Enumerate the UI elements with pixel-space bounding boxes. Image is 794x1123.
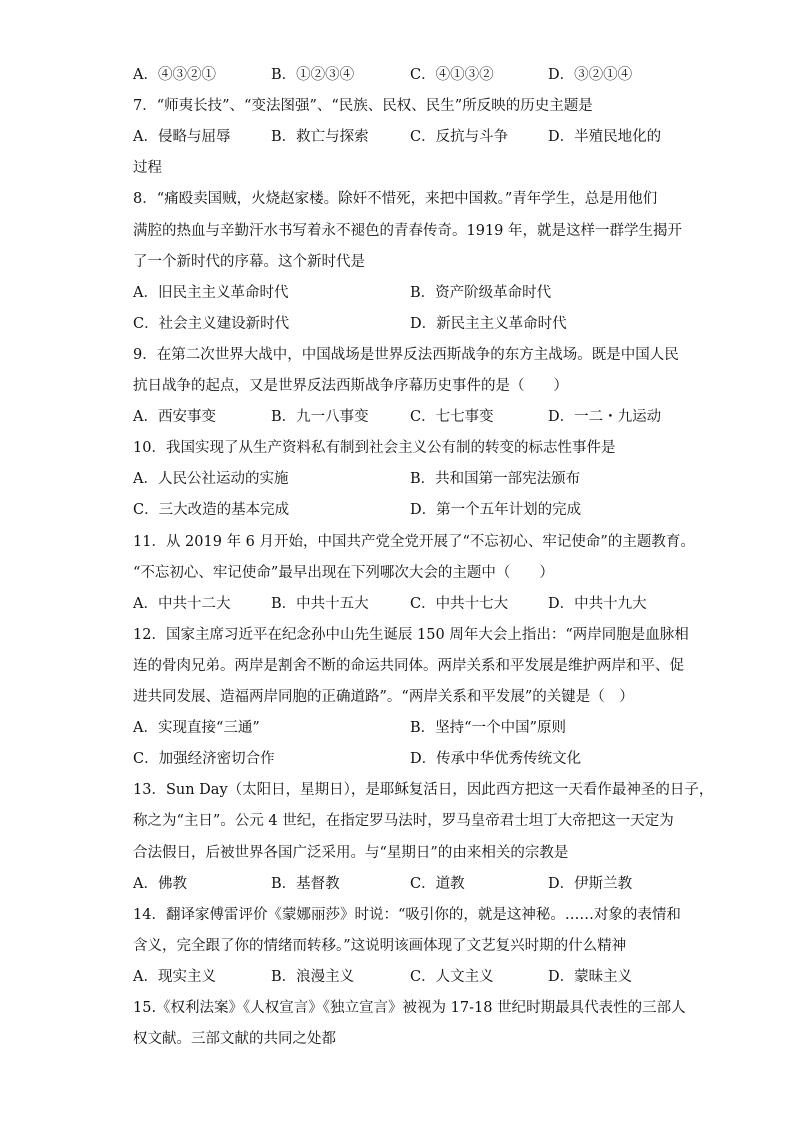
answer-option-a: A．人民公社运动的实施 (133, 471, 289, 488)
answer-option-a: A．中共十二大 (133, 595, 231, 612)
question-text-line (133, 531, 695, 553)
text-line: 8．“痛殴卖国贼，火烧赵家楼。除奸不惜死，来把中国救。”青年学生，总是用他们 (133, 191, 658, 208)
answer-option-a: A．西安事变 (133, 409, 216, 426)
question-text-line (133, 95, 673, 117)
question-text-line (133, 562, 673, 584)
answer-option-b: B．坚持“一个中国”原则 (410, 720, 566, 737)
question-text-line (133, 686, 673, 708)
text-line: 10．我国实现了从生产资料私有制到社会主义公有制的转变的标志性事件是 (133, 440, 616, 457)
question-text-line (133, 157, 673, 179)
answer-options-row (133, 282, 673, 304)
question-text-line (133, 437, 673, 459)
text-line: 了一个新时代的序幕。这个新时代是 (133, 253, 365, 270)
answer-options-row (133, 593, 673, 615)
answer-option-a: A．④③②① (133, 67, 216, 83)
text-line: 抗日战争的起点，又是世界反法西斯战争序幕历史事件的是（ ） (133, 378, 568, 394)
answer-option-b: B．基督教 (271, 875, 340, 892)
answer-option-c: C．七七事变 (410, 409, 494, 426)
text-line: 合法假日，后被世界各国广泛采用。与“星期日”的由来相关的宗教是 (133, 844, 569, 861)
answer-option-b: B．资产阶级革命时代 (410, 284, 552, 301)
answer-option-c: C．人文主义 (410, 968, 494, 985)
question-text-line (133, 251, 673, 273)
answer-option-a: A．旧民主主义革命时代 (133, 284, 289, 301)
answer-options-row (133, 873, 673, 895)
text-line: 过程 (133, 160, 162, 177)
answer-option-a: C．社会主义建设新时代 (133, 315, 290, 332)
question-text-line (133, 842, 673, 864)
answer-options-row (133, 406, 673, 428)
question-text-line (133, 220, 683, 242)
answer-option-b: D．传承中华优秀传统文化 (410, 751, 582, 768)
question-text-line (133, 810, 673, 832)
answer-option-c: C．④①③② (410, 67, 494, 83)
answer-option-a: A．实现直接“三通” (133, 720, 260, 737)
answer-option-a: A．佛教 (133, 875, 187, 892)
answer-option-a: A．侵略与屈辱 (133, 129, 231, 146)
answer-options-row (133, 313, 673, 335)
answer-option-b: B．中共十五大 (271, 595, 369, 612)
text-line: 15.《权利法案》《人权宣言》《独立宣言》被视为 17-18 世纪时期最具代表性的三部人 (133, 1000, 686, 1016)
text-line: “不忘初心、牢记使命”最早出现在下列哪次大会的主题中（ ） (133, 564, 554, 581)
question-text-line (133, 624, 689, 646)
answer-option-d: D．中共十九大 (548, 595, 647, 612)
answer-options-row (133, 748, 673, 770)
answer-options-row (133, 499, 673, 521)
question-text-line (133, 375, 673, 397)
text-line: 进共同发展、造福两岸同胞的正确道路”。“两岸关系和平发展”的关键是（ ） (133, 689, 634, 705)
question-text-line (133, 655, 684, 677)
question-text-line (133, 188, 673, 210)
text-line: 权文献。三部文献的共同之处都 (133, 1031, 336, 1048)
answer-option-a: A．现实主义 (133, 968, 216, 985)
answer-option-d: D．伊斯兰教 (548, 875, 633, 892)
question-text-line (133, 904, 681, 926)
text-line: 13．Sun Day（太阳日，星期日），是耶稣复活日，因此西方把这一天看作最神圣的日子， (133, 782, 714, 799)
text-line: 12．国家主席习近平在纪念孙中山先生诞辰 150 周年大会上指出：“两岸同胞是血脉相 (133, 626, 689, 643)
answer-option-a: C．三大改造的基本完成 (133, 502, 290, 519)
text-line: 11．从 2019 年 6 月开始，中国共产党全党开展了“不忘初心、牢记使命”的主题教育。 (133, 533, 695, 550)
answer-option-b: D．第一个五年计划的完成 (410, 502, 582, 519)
answer-option-c: C．中共十七大 (410, 595, 509, 612)
answer-option-d: D．③②①④ (548, 67, 633, 83)
answer-option-d: D．半殖民地化的 (548, 129, 662, 146)
answer-options-row (133, 717, 673, 739)
answer-option-a: C．加强经济密切合作 (133, 751, 275, 768)
text-line: 14．翻译家傅雷评价《蒙娜丽莎》时说：“吸引你的，就是这神秘。……对象的表情和 (133, 906, 681, 923)
answer-options-row (133, 468, 673, 490)
answer-options-row (133, 126, 673, 148)
answer-option-d: D．蒙昧主义 (548, 968, 633, 985)
text-line: 9．在第二次世界大战中，中国战场是世界反法西斯战争的东方主战场。既是中国人民 (133, 346, 679, 363)
question-text-line (133, 997, 686, 1019)
answer-options-row (133, 966, 673, 988)
answer-option-c: C．反抗与斗争 (410, 129, 509, 146)
answer-option-b: B．救亡与探索 (271, 129, 369, 146)
question-text-line (133, 1028, 673, 1050)
answer-option-b: B．九一八事变 (271, 409, 369, 426)
answer-option-d: D．一二・九运动 (548, 409, 662, 426)
text-line: 满腔的热血与辛勤汗水书写着永不褪色的青春传奇。1919 年，就是这样一群学生揭开 (133, 222, 683, 239)
question-text-line (133, 779, 714, 801)
question-text-line (133, 935, 673, 957)
text-line: 含义，完全跟了你的情绪而转移。”这说明该画体现了文艺复兴时期的什么精神 (133, 937, 627, 954)
answer-option-c: C．道教 (410, 875, 465, 892)
answer-option-b: D．新民主主义革命时代 (410, 315, 567, 332)
question-text-line (133, 344, 679, 366)
answer-option-b: B．浪漫主义 (271, 968, 355, 985)
text-line: 称之为“主日”。公元 4 世纪，在指定罗马法时，罗马皇帝君士坦丁大帝把这一天定为 (133, 813, 674, 830)
text-line: 连的骨肉兄弟。两岸是割舍不断的命运共同体。两岸关系和平发展是维护两岸和平、促 (133, 657, 684, 674)
text-line: 7．“师夷长技”、“变法图强”、“民族、民权、民生”所反映的历史主题是 (133, 98, 593, 115)
answer-option-b: B．①②③④ (271, 67, 355, 83)
answer-options-row (133, 64, 673, 86)
answer-option-b: B．共和国第一部宪法颁布 (410, 471, 581, 488)
